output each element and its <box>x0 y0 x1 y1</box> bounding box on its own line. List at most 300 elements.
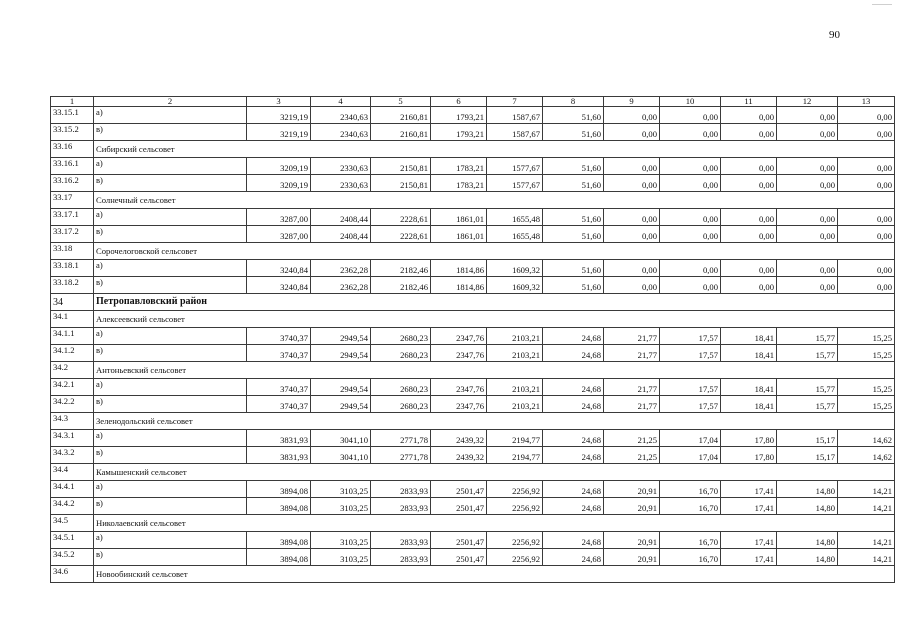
value-cell: 0,00 <box>660 175 721 192</box>
row-code: 34.1 <box>51 311 94 328</box>
value-cell: 14,21 <box>838 498 895 515</box>
value-cell: 3103,25 <box>311 481 371 498</box>
value-cell: 3219,19 <box>247 107 311 124</box>
value-cell: 16,70 <box>660 498 721 515</box>
row-label: а) <box>94 158 247 175</box>
value-cell: 0,00 <box>721 260 777 277</box>
value-cell: 21,77 <box>604 328 660 345</box>
value-cell: 16,70 <box>660 481 721 498</box>
value-cell: 14,80 <box>777 481 838 498</box>
value-cell: 0,00 <box>777 209 838 226</box>
row-label: в) <box>94 396 247 413</box>
value-cell: 15,77 <box>777 396 838 413</box>
row-label: в) <box>94 498 247 515</box>
value-cell: 24,68 <box>543 379 604 396</box>
value-cell: 1577,67 <box>487 158 543 175</box>
value-cell: 51,60 <box>543 175 604 192</box>
value-cell: 16,70 <box>660 532 721 549</box>
value-cell: 15,25 <box>838 379 895 396</box>
value-cell: 2949,54 <box>311 396 371 413</box>
row-label: в) <box>94 447 247 464</box>
value-cell: 15,77 <box>777 379 838 396</box>
value-cell: 3209,19 <box>247 158 311 175</box>
value-cell: 2680,23 <box>371 396 431 413</box>
value-cell: 0,00 <box>660 260 721 277</box>
section-name: Сибирский сельсовет <box>94 141 895 158</box>
value-cell: 3831,93 <box>247 430 311 447</box>
value-cell: 3894,08 <box>247 498 311 515</box>
value-cell: 2103,21 <box>487 379 543 396</box>
value-cell: 2680,23 <box>371 379 431 396</box>
column-header-11: 11 <box>721 97 777 107</box>
table-row <box>51 226 895 243</box>
value-cell: 0,00 <box>721 107 777 124</box>
row-code: 34.5.2 <box>51 549 94 566</box>
value-cell: 2771,78 <box>371 430 431 447</box>
section-name: Солнечный сельсовет <box>94 192 895 209</box>
value-cell: 21,25 <box>604 447 660 464</box>
value-cell: 3240,84 <box>247 260 311 277</box>
row-label: в) <box>94 345 247 362</box>
value-cell: 0,00 <box>604 226 660 243</box>
header-row <box>51 97 895 107</box>
value-cell: 0,00 <box>721 124 777 141</box>
value-cell: 24,68 <box>543 532 604 549</box>
value-cell: 17,04 <box>660 430 721 447</box>
row-code: 34.3.1 <box>51 430 94 447</box>
value-cell: 17,41 <box>721 481 777 498</box>
value-cell: 14,21 <box>838 532 895 549</box>
table-row <box>51 175 895 192</box>
value-cell: 3103,25 <box>311 498 371 515</box>
value-cell: 21,25 <box>604 430 660 447</box>
value-cell: 3740,37 <box>247 345 311 362</box>
value-cell: 2160,81 <box>371 124 431 141</box>
row-code: 34.3 <box>51 413 94 430</box>
value-cell: 0,00 <box>838 107 895 124</box>
value-cell: 18,41 <box>721 328 777 345</box>
row-code: 34.2 <box>51 362 94 379</box>
value-cell: 17,80 <box>721 447 777 464</box>
column-header-1: 1 <box>51 97 94 107</box>
table-row <box>51 277 895 294</box>
value-cell: 1655,48 <box>487 226 543 243</box>
row-label: а) <box>94 209 247 226</box>
value-cell: 2439,32 <box>431 430 487 447</box>
value-cell: 17,04 <box>660 447 721 464</box>
value-cell: 2949,54 <box>311 379 371 396</box>
section-row <box>51 464 895 481</box>
value-cell: 3740,37 <box>247 328 311 345</box>
section-name: Камышенский сельсовет <box>94 464 895 481</box>
value-cell: 2182,46 <box>371 277 431 294</box>
row-code: 33.17.2 <box>51 226 94 243</box>
value-cell: 2949,54 <box>311 345 371 362</box>
row-code: 34.4 <box>51 464 94 481</box>
column-header-10: 10 <box>660 97 721 107</box>
column-header-12: 12 <box>777 97 838 107</box>
value-cell: 18,41 <box>721 345 777 362</box>
value-cell: 1793,21 <box>431 107 487 124</box>
section-name: Сорочелоговской сельсовет <box>94 243 895 260</box>
row-code: 33.16.2 <box>51 175 94 192</box>
table-row <box>51 124 895 141</box>
value-cell: 14,80 <box>777 532 838 549</box>
section-name: Новообинский сельсовет <box>94 566 895 583</box>
value-cell: 3219,19 <box>247 124 311 141</box>
value-cell: 15,17 <box>777 447 838 464</box>
value-cell: 0,00 <box>660 158 721 175</box>
value-cell: 3041,10 <box>311 447 371 464</box>
table-row <box>51 549 895 566</box>
row-label: а) <box>94 481 247 498</box>
column-header-5: 5 <box>371 97 431 107</box>
row-code: 34.2.2 <box>51 396 94 413</box>
value-cell: 17,41 <box>721 532 777 549</box>
row-code: 33.16 <box>51 141 94 158</box>
value-cell: 20,91 <box>604 481 660 498</box>
value-cell: 3287,00 <box>247 209 311 226</box>
section-row <box>51 243 895 260</box>
table-row <box>51 158 895 175</box>
value-cell: 2408,44 <box>311 209 371 226</box>
value-cell: 2501,47 <box>431 498 487 515</box>
value-cell: 1587,67 <box>487 124 543 141</box>
value-cell: 21,77 <box>604 396 660 413</box>
value-cell: 15,25 <box>838 328 895 345</box>
value-cell: 2362,28 <box>311 260 371 277</box>
row-code: 34.1.1 <box>51 328 94 345</box>
value-cell: 2228,61 <box>371 209 431 226</box>
value-cell: 1577,67 <box>487 175 543 192</box>
value-cell: 14,62 <box>838 430 895 447</box>
value-cell: 2340,63 <box>311 124 371 141</box>
value-cell: 20,91 <box>604 549 660 566</box>
row-code: 34 <box>51 294 94 311</box>
value-cell: 17,57 <box>660 379 721 396</box>
value-cell: 0,00 <box>660 107 721 124</box>
value-cell: 0,00 <box>838 260 895 277</box>
value-cell: 2833,93 <box>371 481 431 498</box>
section-row <box>51 566 895 583</box>
value-cell: 1609,32 <box>487 277 543 294</box>
value-cell: 2340,63 <box>311 107 371 124</box>
value-cell: 2680,23 <box>371 328 431 345</box>
row-code: 34.5 <box>51 515 94 532</box>
value-cell: 0,00 <box>660 226 721 243</box>
value-cell: 0,00 <box>721 277 777 294</box>
value-cell: 0,00 <box>838 226 895 243</box>
value-cell: 2160,81 <box>371 107 431 124</box>
row-code: 34.6 <box>51 566 94 583</box>
value-cell: 17,57 <box>660 345 721 362</box>
value-cell: 51,60 <box>543 158 604 175</box>
column-header-13: 13 <box>838 97 895 107</box>
value-cell: 3740,37 <box>247 379 311 396</box>
value-cell: 3894,08 <box>247 532 311 549</box>
value-cell: 2256,92 <box>487 481 543 498</box>
table-row <box>51 379 895 396</box>
table-row <box>51 532 895 549</box>
table-row <box>51 328 895 345</box>
column-header-3: 3 <box>247 97 311 107</box>
row-code: 34.3.2 <box>51 447 94 464</box>
district-row <box>51 294 895 311</box>
value-cell: 3103,25 <box>311 549 371 566</box>
value-cell: 3894,08 <box>247 549 311 566</box>
column-header-2: 2 <box>94 97 247 107</box>
value-cell: 0,00 <box>604 277 660 294</box>
value-cell: 1655,48 <box>487 209 543 226</box>
row-code: 33.17.1 <box>51 209 94 226</box>
value-cell: 1814,86 <box>431 260 487 277</box>
table-row <box>51 260 895 277</box>
value-cell: 2680,23 <box>371 345 431 362</box>
value-cell: 2150,81 <box>371 175 431 192</box>
tariff-table <box>50 96 895 583</box>
column-header-6: 6 <box>431 97 487 107</box>
value-cell: 2347,76 <box>431 379 487 396</box>
section-row <box>51 362 895 379</box>
value-cell: 0,00 <box>604 107 660 124</box>
value-cell: 0,00 <box>777 158 838 175</box>
value-cell: 2347,76 <box>431 345 487 362</box>
value-cell: 0,00 <box>777 226 838 243</box>
value-cell: 3894,08 <box>247 481 311 498</box>
section-name: Антоньевский сельсовет <box>94 362 895 379</box>
column-header-8: 8 <box>543 97 604 107</box>
value-cell: 0,00 <box>777 107 838 124</box>
value-cell: 17,80 <box>721 430 777 447</box>
value-cell: 17,41 <box>721 549 777 566</box>
page-number: 90 <box>829 29 840 41</box>
value-cell: 20,91 <box>604 498 660 515</box>
value-cell: 14,21 <box>838 549 895 566</box>
table-row <box>51 498 895 515</box>
row-label: а) <box>94 107 247 124</box>
value-cell: 0,00 <box>604 175 660 192</box>
table-row <box>51 447 895 464</box>
value-cell: 1861,01 <box>431 209 487 226</box>
value-cell: 0,00 <box>660 277 721 294</box>
row-label: а) <box>94 430 247 447</box>
value-cell: 0,00 <box>604 260 660 277</box>
value-cell: 2103,21 <box>487 328 543 345</box>
value-cell: 2501,47 <box>431 481 487 498</box>
value-cell: 14,21 <box>838 481 895 498</box>
value-cell: 14,80 <box>777 549 838 566</box>
value-cell: 3240,84 <box>247 277 311 294</box>
value-cell: 3209,19 <box>247 175 311 192</box>
value-cell: 21,77 <box>604 379 660 396</box>
value-cell: 51,60 <box>543 107 604 124</box>
value-cell: 14,62 <box>838 447 895 464</box>
section-row <box>51 413 895 430</box>
district-name: Петропавловский район <box>94 294 895 311</box>
value-cell: 16,70 <box>660 549 721 566</box>
value-cell: 2330,63 <box>311 175 371 192</box>
value-cell: 51,60 <box>543 277 604 294</box>
row-label: а) <box>94 328 247 345</box>
value-cell: 3740,37 <box>247 396 311 413</box>
row-code: 33.18.1 <box>51 260 94 277</box>
value-cell: 24,68 <box>543 345 604 362</box>
value-cell: 0,00 <box>721 158 777 175</box>
value-cell: 0,00 <box>777 277 838 294</box>
value-cell: 0,00 <box>838 209 895 226</box>
row-label: а) <box>94 260 247 277</box>
row-code: 34.4.1 <box>51 481 94 498</box>
value-cell: 2194,77 <box>487 430 543 447</box>
value-cell: 0,00 <box>660 209 721 226</box>
value-cell: 2501,47 <box>431 549 487 566</box>
column-header-7: 7 <box>487 97 543 107</box>
value-cell: 2256,92 <box>487 532 543 549</box>
value-cell: 0,00 <box>721 209 777 226</box>
value-cell: 0,00 <box>604 158 660 175</box>
row-label: а) <box>94 532 247 549</box>
value-cell: 24,68 <box>543 328 604 345</box>
value-cell: 1814,86 <box>431 277 487 294</box>
value-cell: 24,68 <box>543 447 604 464</box>
value-cell: 2103,21 <box>487 396 543 413</box>
row-label: в) <box>94 549 247 566</box>
table-row <box>51 396 895 413</box>
row-code: 33.18 <box>51 243 94 260</box>
section-row <box>51 141 895 158</box>
value-cell: 2103,21 <box>487 345 543 362</box>
row-code: 33.15.1 <box>51 107 94 124</box>
row-code: 33.15.2 <box>51 124 94 141</box>
value-cell: 2347,76 <box>431 396 487 413</box>
row-code: 34.4.2 <box>51 498 94 515</box>
column-header-4: 4 <box>311 97 371 107</box>
value-cell: 1587,67 <box>487 107 543 124</box>
value-cell: 2408,44 <box>311 226 371 243</box>
value-cell: 2256,92 <box>487 549 543 566</box>
row-code: 33.17 <box>51 192 94 209</box>
value-cell: 15,77 <box>777 345 838 362</box>
table-row <box>51 345 895 362</box>
value-cell: 3831,93 <box>247 447 311 464</box>
value-cell: 0,00 <box>838 175 895 192</box>
section-name: Зеленодольский сельсовет <box>94 413 895 430</box>
row-label: а) <box>94 379 247 396</box>
row-label: в) <box>94 277 247 294</box>
value-cell: 0,00 <box>777 124 838 141</box>
value-cell: 3287,00 <box>247 226 311 243</box>
value-cell: 24,68 <box>543 549 604 566</box>
table-row <box>51 430 895 447</box>
value-cell: 0,00 <box>721 226 777 243</box>
value-cell: 15,25 <box>838 396 895 413</box>
value-cell: 18,41 <box>721 396 777 413</box>
value-cell: 51,60 <box>543 226 604 243</box>
value-cell: 24,68 <box>543 481 604 498</box>
value-cell: 20,91 <box>604 532 660 549</box>
value-cell: 24,68 <box>543 430 604 447</box>
value-cell: 15,17 <box>777 430 838 447</box>
value-cell: 2362,28 <box>311 277 371 294</box>
value-cell: 24,68 <box>543 498 604 515</box>
section-row <box>51 515 895 532</box>
value-cell: 14,80 <box>777 498 838 515</box>
value-cell: 2256,92 <box>487 498 543 515</box>
value-cell: 0,00 <box>838 124 895 141</box>
value-cell: 15,25 <box>838 345 895 362</box>
value-cell: 2771,78 <box>371 447 431 464</box>
value-cell: 24,68 <box>543 396 604 413</box>
value-cell: 2182,46 <box>371 260 431 277</box>
corner-mark <box>872 4 892 5</box>
table-body <box>51 97 895 583</box>
value-cell: 51,60 <box>543 260 604 277</box>
row-code: 33.18.2 <box>51 277 94 294</box>
value-cell: 2501,47 <box>431 532 487 549</box>
row-label: в) <box>94 175 247 192</box>
table-row <box>51 209 895 226</box>
row-code: 34.2.1 <box>51 379 94 396</box>
value-cell: 2330,63 <box>311 158 371 175</box>
value-cell: 1609,32 <box>487 260 543 277</box>
value-cell: 0,00 <box>604 124 660 141</box>
value-cell: 51,60 <box>543 124 604 141</box>
value-cell: 2194,77 <box>487 447 543 464</box>
value-cell: 15,77 <box>777 328 838 345</box>
value-cell: 0,00 <box>721 175 777 192</box>
value-cell: 0,00 <box>660 124 721 141</box>
value-cell: 0,00 <box>838 277 895 294</box>
table-row <box>51 107 895 124</box>
value-cell: 0,00 <box>777 175 838 192</box>
value-cell: 2439,32 <box>431 447 487 464</box>
value-cell: 1783,21 <box>431 158 487 175</box>
value-cell: 0,00 <box>838 158 895 175</box>
row-code: 33.16.1 <box>51 158 94 175</box>
value-cell: 1793,21 <box>431 124 487 141</box>
value-cell: 17,57 <box>660 396 721 413</box>
value-cell: 2228,61 <box>371 226 431 243</box>
table-row <box>51 481 895 498</box>
value-cell: 1861,01 <box>431 226 487 243</box>
section-row <box>51 311 895 328</box>
value-cell: 18,41 <box>721 379 777 396</box>
row-code: 34.1.2 <box>51 345 94 362</box>
row-code: 34.5.1 <box>51 532 94 549</box>
value-cell: 3103,25 <box>311 532 371 549</box>
value-cell: 2347,76 <box>431 328 487 345</box>
value-cell: 2833,93 <box>371 549 431 566</box>
value-cell: 3041,10 <box>311 430 371 447</box>
column-header-9: 9 <box>604 97 660 107</box>
value-cell: 21,77 <box>604 345 660 362</box>
value-cell: 0,00 <box>777 260 838 277</box>
section-row <box>51 192 895 209</box>
value-cell: 2949,54 <box>311 328 371 345</box>
value-cell: 17,57 <box>660 328 721 345</box>
value-cell: 51,60 <box>543 209 604 226</box>
row-label: в) <box>94 124 247 141</box>
value-cell: 2833,93 <box>371 498 431 515</box>
section-name: Алексеевский сельсовет <box>94 311 895 328</box>
value-cell: 1783,21 <box>431 175 487 192</box>
row-label: в) <box>94 226 247 243</box>
section-name: Николаевский сельсовет <box>94 515 895 532</box>
value-cell: 2833,93 <box>371 532 431 549</box>
value-cell: 17,41 <box>721 498 777 515</box>
value-cell: 2150,81 <box>371 158 431 175</box>
value-cell: 0,00 <box>604 209 660 226</box>
